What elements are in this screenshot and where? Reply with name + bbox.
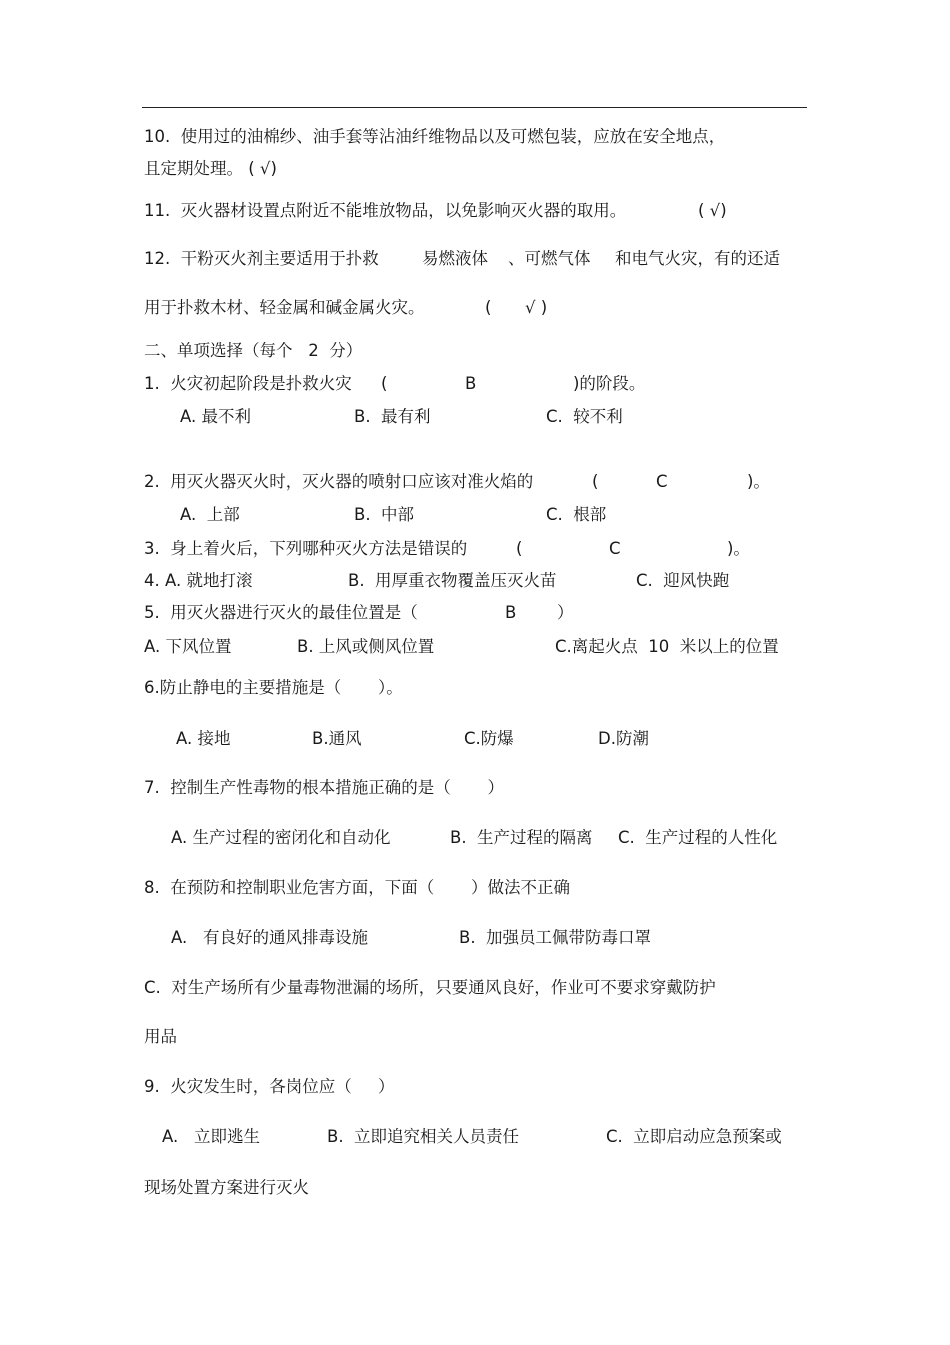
mc-5-option-a: A. 下风位置 — [144, 637, 232, 656]
mc-3-option-a: 4. A. 就地打滚 — [144, 571, 253, 590]
question-12-answer-open: ( — [485, 298, 492, 317]
question-10-line-2: 且定期处理。 ( √) — [144, 159, 277, 178]
mc-1-option-a: A. 最不利 — [180, 407, 251, 426]
mc-6-option-c: C.防爆 — [464, 729, 514, 748]
mc-1-question: 1. 火灾初起阶段是扑救火灾 — [144, 374, 352, 393]
question-12-line-2: 用于扑救木材、轻金属和碱金属火灾。 — [144, 298, 425, 317]
section-heading: 二、单项选择（每个 2 分） — [144, 341, 363, 360]
mc-2-paren-open: ( — [592, 472, 599, 491]
mc-3-paren-open: ( — [516, 539, 523, 558]
mc-2-option-c: C. 根部 — [546, 505, 607, 524]
question-12-part-2: 和电气火灾，有的还适 — [615, 249, 780, 268]
mc-7-option-c: C. 生产过程的人性化 — [618, 828, 778, 847]
mc-1-paren-close: )的阶段。 — [573, 374, 646, 393]
mc-8-option-a: A. 有良好的通风排毒设施 — [171, 928, 368, 947]
question-10-line-1: 10. 使用过的油棉纱、油手套等沾油纤维物品以及可燃包装，应放在安全地点， — [144, 127, 726, 146]
question-12-answer: √ ) — [525, 298, 548, 317]
mc-3-paren-close: )。 — [727, 539, 750, 558]
mc-2-option-a: A. 上部 — [180, 505, 240, 524]
mc-5-paren-close: ） — [557, 603, 574, 622]
header-rule — [142, 107, 807, 108]
mc-1-option-b: B. 最有利 — [354, 407, 431, 426]
mc-5-option-b: B. 上风或侧风位置 — [297, 637, 435, 656]
mc-3-option-c: C. 迎风快跑 — [636, 571, 730, 590]
question-12-blank-1: 易燃液体 — [422, 249, 488, 268]
question-12-part-1: 12. 干粉灭火剂主要适用于扑救 — [144, 249, 379, 268]
mc-3-option-b: B. 用厚重衣物覆盖压灭火苗 — [348, 571, 557, 590]
mc-6-option-d: D.防潮 — [598, 729, 649, 748]
mc-7-question: 7. 控制生产性毒物的根本措施正确的是（ ） — [144, 778, 504, 797]
question-11: 11. 灭火器材设置点附近不能堆放物品，以免影响灭火器的取用。 — [144, 201, 627, 220]
mc-5-option-c: C.离起火点 10 米以上的位置 — [555, 637, 779, 656]
mc-5-question: 5. 用灭火器进行灭火的最佳位置是（ — [144, 603, 418, 622]
mc-6-option-b: B.通风 — [312, 729, 362, 748]
mc-9-option-a: A. 立即逃生 — [162, 1127, 260, 1146]
mc-8-option-c-line-1: C. 对生产场所有少量毒物泄漏的场所，只要通风良好，作业可不要求穿戴防护 — [144, 978, 716, 997]
mc-2-paren-close: )。 — [747, 472, 770, 491]
mc-8-question: 8. 在预防和控制职业危害方面，下面（ ）做法不正确 — [144, 878, 570, 897]
mc-9-option-c-line-2: 现场处置方案进行灭火 — [144, 1178, 309, 1197]
mc-9-question: 9. 火灾发生时，各岗位应（ ） — [144, 1077, 395, 1096]
mc-2-answer: C — [656, 472, 668, 491]
mc-9-option-b: B. 立即追究相关人员责任 — [327, 1127, 520, 1146]
mc-2-question: 2. 用灭火器灭火时，灭火器的喷射口应该对准火焰的 — [144, 472, 534, 491]
mc-8-option-c-line-2: 用品 — [144, 1027, 177, 1046]
question-12-blank-2: 、可燃气体 — [508, 249, 591, 268]
mc-7-option-b: B. 生产过程的隔离 — [450, 828, 593, 847]
mc-6-question: 6.防止静电的主要措施是（ ）。 — [144, 678, 403, 697]
mc-9-option-c-line-1: C. 立即启动应急预案或 — [606, 1127, 782, 1146]
mc-3-question: 3. 身上着火后，下列哪种灭火方法是错误的 — [144, 539, 468, 558]
mc-1-paren-open: ( — [381, 374, 388, 393]
mc-8-option-b: B. 加强员工佩带防毒口罩 — [459, 928, 652, 947]
question-11-answer: ( √) — [698, 201, 727, 220]
mc-1-answer: B — [465, 374, 477, 393]
mc-6-option-a: A. 接地 — [176, 729, 231, 748]
mc-5-answer: B — [505, 603, 517, 622]
mc-2-option-b: B. 中部 — [354, 505, 415, 524]
mc-1-option-c: C. 较不利 — [546, 407, 623, 426]
mc-3-answer: C — [609, 539, 621, 558]
mc-7-option-a: A. 生产过程的密闭化和自动化 — [171, 828, 391, 847]
